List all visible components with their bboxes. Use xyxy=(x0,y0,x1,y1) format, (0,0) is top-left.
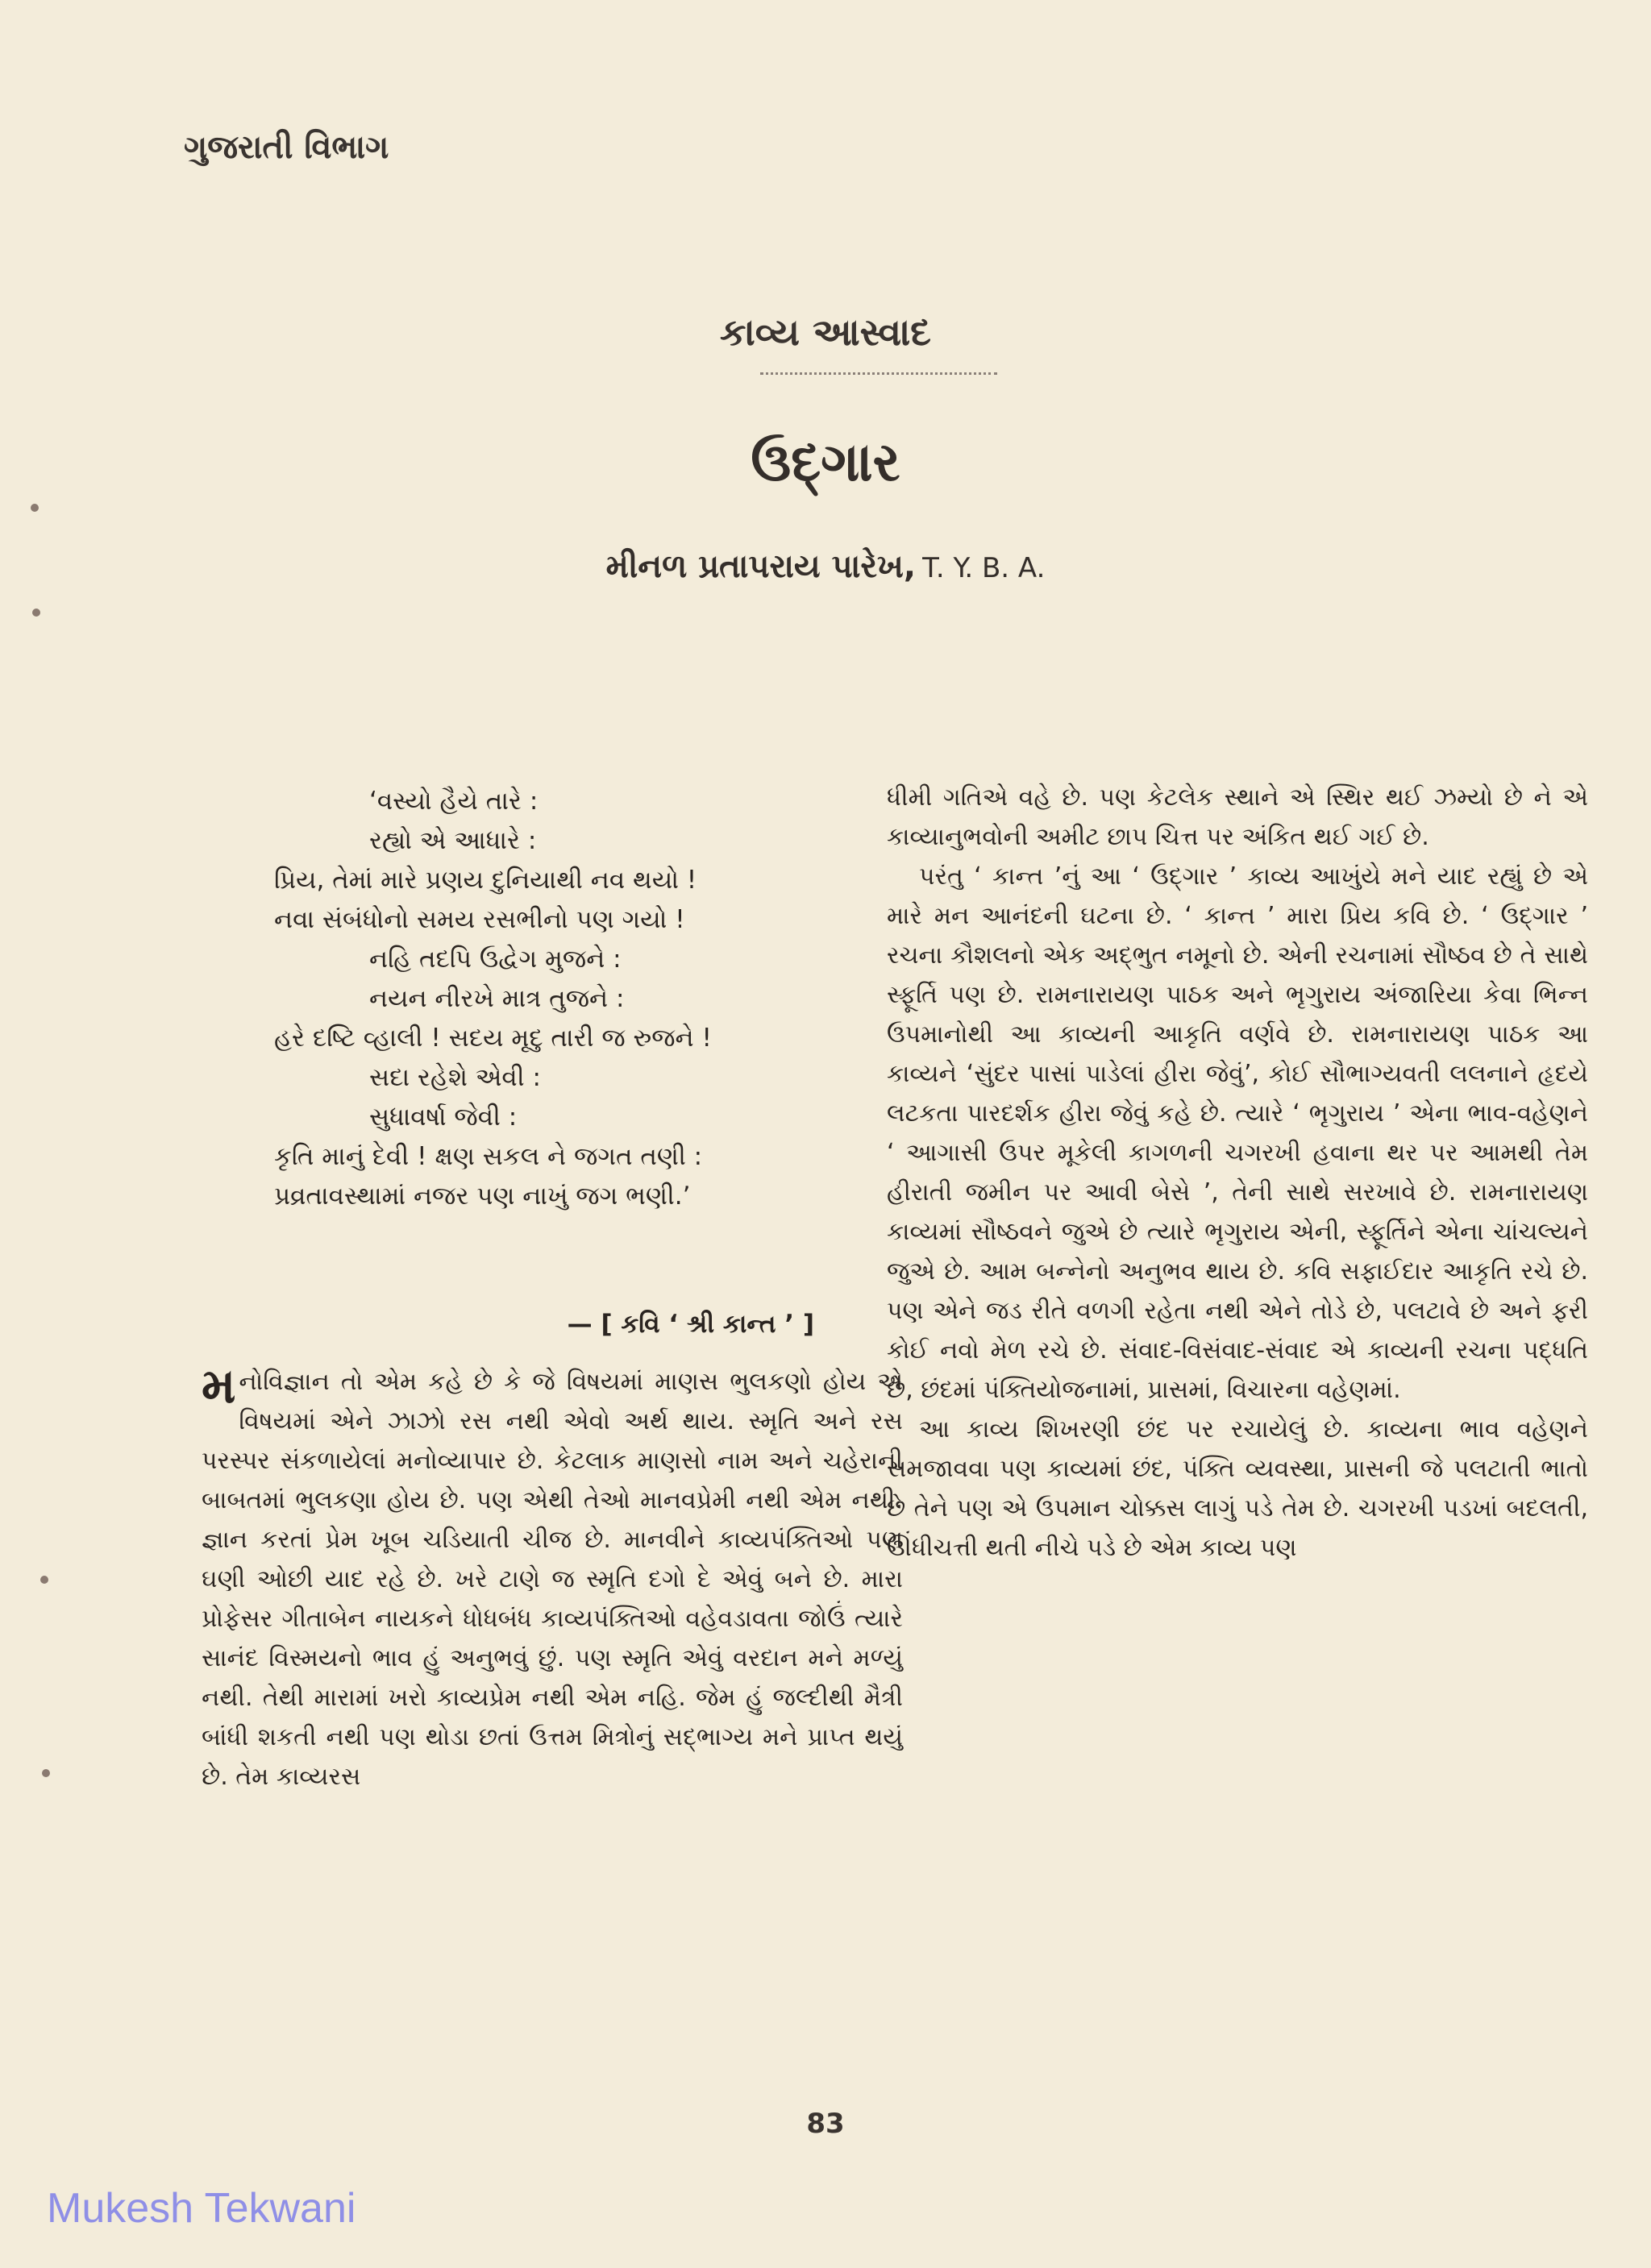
page-number: 83 xyxy=(806,2108,845,2140)
essay-paragraph xyxy=(202,1358,903,1797)
section-label: ગુજરાતી વિભાગ xyxy=(184,129,389,166)
poem-line: ‘વસ્યો હૈયે તારે : xyxy=(369,787,539,816)
author-byline xyxy=(0,548,1651,585)
binding-hole-mark xyxy=(32,609,40,617)
essay-paragraph: ધીમી ગતિએ વહે છે. પણ કેટલેક સ્થાને એ સ્થિર થઈ ઝમ્યો છે ને એ કાવ્યાનુભવોની અમીટ છાપ ચિત્ત પર અંકિત થઈ ગઈ છે. xyxy=(887,783,1588,851)
poem-line: રહ્યો એ આધારે : xyxy=(369,826,537,855)
binding-hole-mark xyxy=(31,504,39,512)
essay-paragraph: આ કાવ્ય શિખરણી છંદ પર રચાયેલું છે. કાવ્યના ભાવ વહેણને સમજાવવા પણ કાવ્યમાં છંદ, પંક્તિ વ્યવસ્થા, પ્રાસની જે પલટાતી ભાતો છે તેને પણ એ ઉપમાન ચોક્કસ લાગું પડે તેમ છે. ચગરખી પડખાં બદલતી, ઊંધીચત્તી થતી નીચે પડે છે એમ કાવ્ય પણ xyxy=(887,1415,1588,1562)
author-name: મીનળ પ્રતાપરાય પારેખ, xyxy=(605,548,917,585)
poem-title: ઉદ્‌ગાર xyxy=(751,431,900,493)
binding-hole-mark xyxy=(40,1576,48,1584)
watermark-text: Mukesh Tekwani xyxy=(47,2185,356,2232)
poem-line: સુધાવર્ષા જેવી : xyxy=(369,1103,518,1132)
poem-line: નહિ તદપિ ઉદ્વેગ મુજને : xyxy=(369,945,622,974)
binding-hole-mark xyxy=(42,1769,50,1777)
essay-paragraph: પરંતુ ‘ કાન્ત ’નું આ ‘ ઉદ્‌ગાર ’ કાવ્ય આખુંયે મને યાદ રહ્યું છે એ મારે મન આનંદની ઘટના છે. ‘ કાન્ત ’ મારા પ્રિય કવિ છે. ‘ ઉદ્‌ગાર ’ રચના કૌશલનો એક અદ્‌ભુત નમૂનો છે. એની રચનામાં સૌષ્ઠવ છે તે સાથે સ્ફૂર્તિ પણ છે. રામનારાયણ પાઠક અને ભૃગુરાય અંજારિયા કેવા ભિન્ન ઉપમાનોથી આ કાવ્યની આકૃતિ વર્ણવે છે. રામનારાયણ પાઠક આ કાવ્યને ‘સુંદર પાસાં પાડેલાં હીરા જેવું’, કોઈ સૌભાગ્યવતી લલનાને હૃદયે લટકતા પારદર્શક હીરા જેવું કહે છે. ત્યારે ‘ ભૃગુરાય ’ એના ભાવ-વહેણને ‘ આગાસી ઉપર મૂકેલી કાગળની ચગરખી હવાના થર પર આમથી તેમ હીરાતી જમીન પર આવી બેસે ’, તેની સાથે સરખાવે છે. રામનારાયણ કાવ્યમાં સૌષ્ઠવને જુએ છે ત્યારે ભૃગુરાય એની, સ્ફૂર્તિને એના ચાંચલ્યને જુએ છે. આમ બન્નેનો અનુભવ થાય છે. કવિ સફાઈદાર આકૃતિ રચે છે. પણ એને જડ રીતે વળગી રહેતા નથી એને તોડે છે, પલટાવે છે અને ફરી કોઈ નવો મેળ રચે છે. સંવાદ-વિસંવાદ-સંવાદ એ કાવ્યની રચના પદ્ધતિ છે, છંદમાં પંક્તિયોજનામાં, પ્રાસમાં, વિચારના વહેણમાં. xyxy=(887,862,1588,1404)
series-title: કાવ્ય આસ્વાદ xyxy=(719,310,932,354)
poem-block xyxy=(274,782,822,1216)
poem-line: નવા સંબંધોનો સમય રસભીનો પણ ગયો ! xyxy=(274,905,685,934)
poem-attribution: — [ કવિ ‘ શ્રી કાન્ત ’ ] xyxy=(567,1310,814,1339)
poem-line: સદા રહેશે એવી : xyxy=(369,1063,541,1092)
title-divider xyxy=(760,372,997,375)
poem-line: હરે દષ્ટિ વ્હાલી ! સદય મૃદુ તારી જ રુજને ! xyxy=(274,1024,712,1053)
poem-line: પ્રવ્રતાવસ્થામાં નજર પણ નાખું જગ ભણી.’ xyxy=(274,1182,691,1211)
author-degree: T. Y. B. A. xyxy=(922,552,1046,584)
essay-right-column xyxy=(887,778,1588,1568)
essay-left-column xyxy=(202,1358,903,1797)
essay-paragraph-text: નોવિજ્ઞાન તો એમ કહે છે કે જે વિષયમાં માણસ ભુલકણો હોય એ વિષયમાં એને ઝાઝો રસ નથી એવો અર્થ થાય. સ્મૃતિ અને રસ પરસ્પર સંકળાયેલાં મનોવ્યાપાર છે. કેટલાક માણસો નામ અને ચહેરાની બાબતમાં ભુલકણા હોય છે. પણ એથી તેઓ માનવપ્રેમી નથી એમ નથી. જ્ઞાન કરતાં પ્રેમ ખૂબ ચડિયાતી ચીજ છે. માનવીને કાવ્યપંક્તિઓ પણ ઘણી ઓછી યાદ રહે છે. ખરે ટાણે જ સ્મૃતિ દગો દે એવું બને છે. મારા પ્રોફેસર ગીતાબેન નાયકને ધોધબંધ કાવ્યપંક્તિઓ વહેવડાવતા જોઉં ત્યારે સાનંદ વિસ્મયનો ભાવ હું અનુભવું છું. પણ સ્મૃતિ એવું વરદાન મને મળ્યું નથી. તેથી મારામાં ખરો કાવ્યપ્રેમ નથી એમ નહિ. જેમ હું જલ્દીથી મૈત્રી બાંધી શકતી નથી પણ થોડા છતાં ઉત્તમ મિત્રોનું સદ્‌ભાગ્ય મને પ્રાપ્ત થયું છે. તેમ કાવ્યરસ xyxy=(202,1368,903,1791)
drop-cap: મ xyxy=(202,1358,236,1414)
poem-line: નયન નીરખે માત્ર તુજને : xyxy=(369,984,625,1013)
poem-line: કૃતિ માનું દેવી ! ક્ષણ સકલ ને જગત તણી : xyxy=(274,1142,703,1171)
poem-line: પ્રિય, તેમાં મારે પ્રણય દુનિયાથી નવ થયો ! xyxy=(274,866,697,895)
